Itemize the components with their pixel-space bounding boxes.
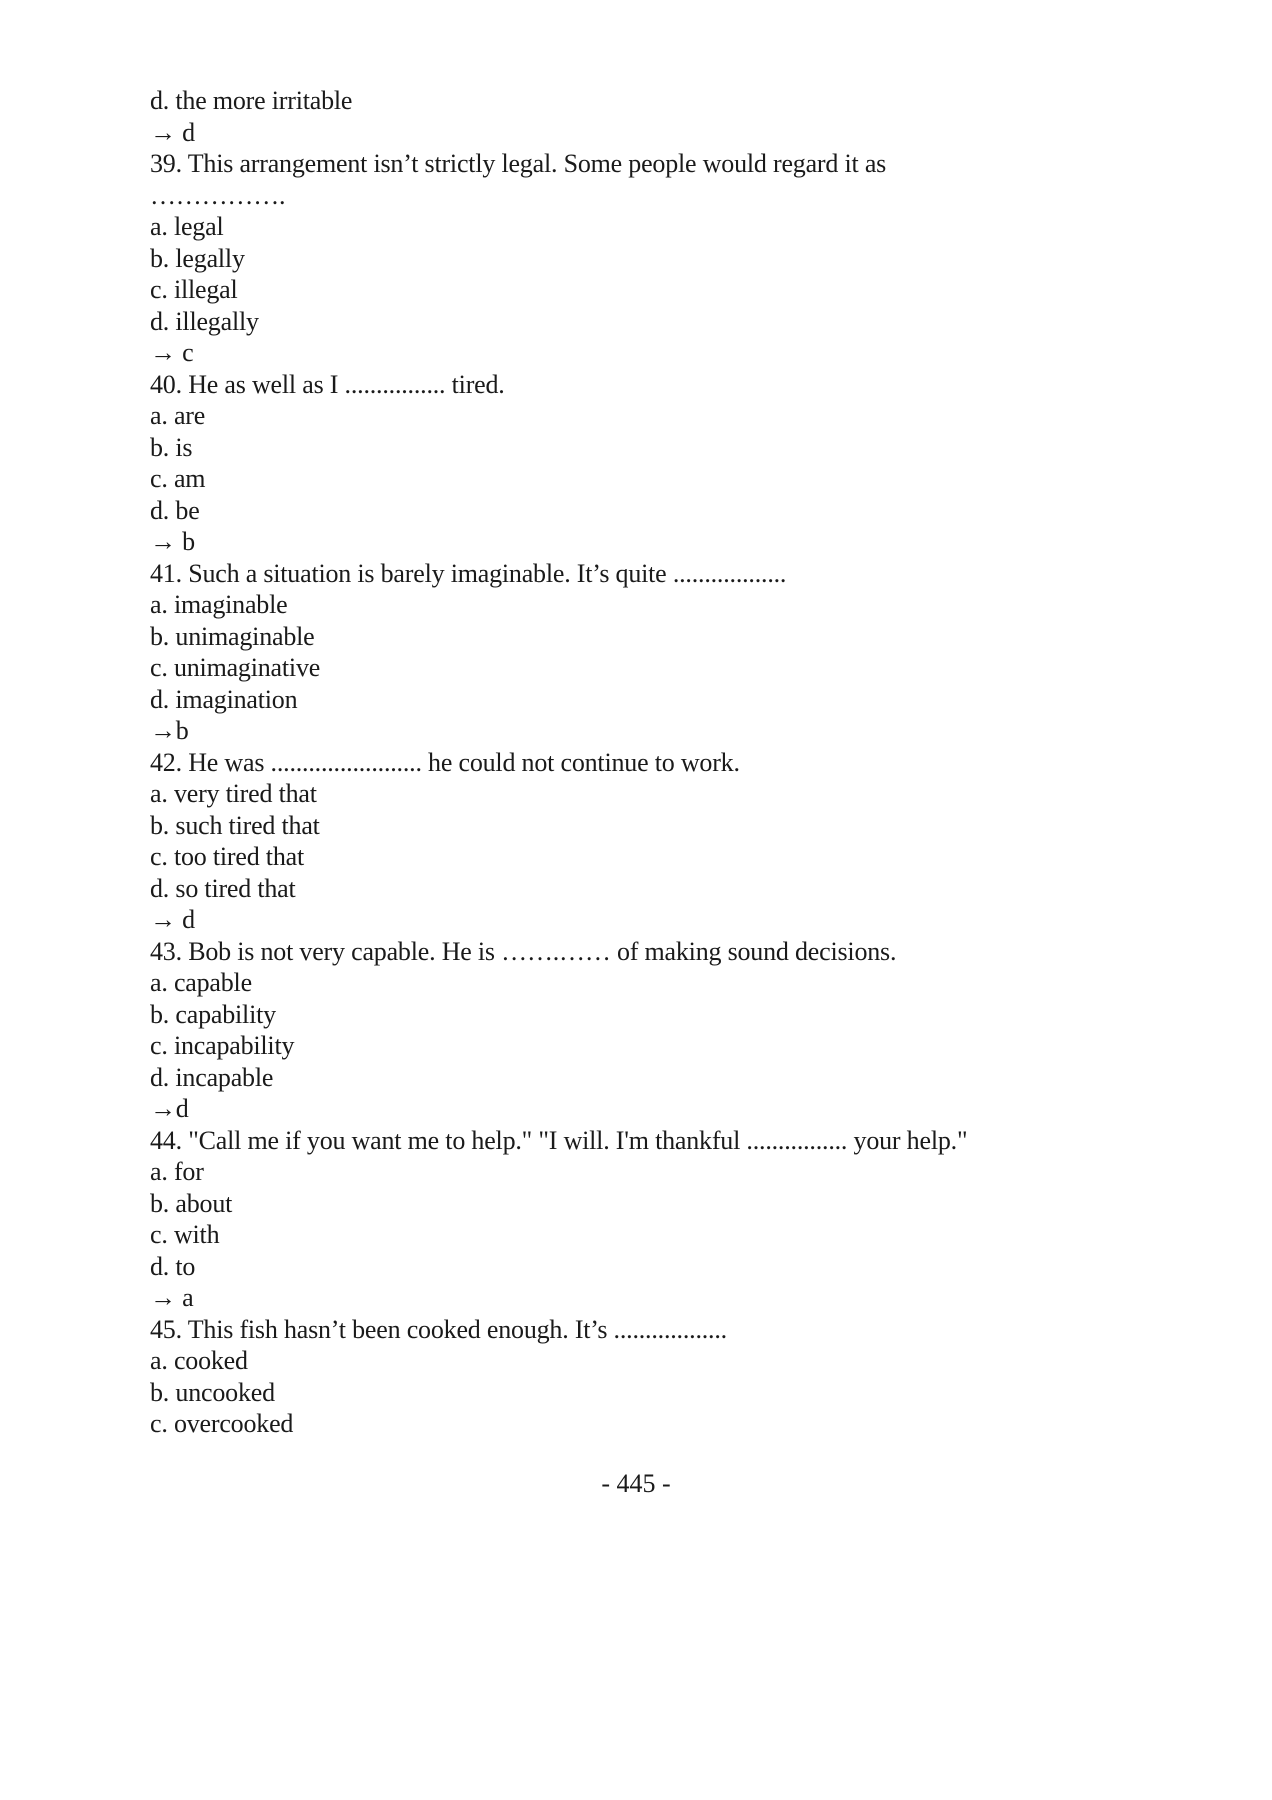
answer-key: → c — [150, 338, 194, 367]
answer-option: a. capable — [150, 968, 252, 997]
answer-option: c. overcooked — [150, 1409, 294, 1438]
answer-option: d. be — [150, 495, 200, 525]
answer-key: → d — [150, 117, 195, 147]
answer-option: b. such tired that — [150, 810, 320, 840]
answer-key: → b — [150, 527, 195, 556]
question-text: 44. "Call me if you want me to help." "I will. I'm thankful ................ your help." — [150, 1125, 968, 1155]
question-text: 42. He was ........................ he could not continue to work. — [150, 747, 740, 777]
answer-option: c. too tired that — [150, 842, 304, 871]
answer-option: d. so tired that — [150, 873, 296, 903]
question-text: 43. Bob is not very capable. He is …….…… of making sound decisions. — [150, 936, 897, 966]
answer-option: d. to — [150, 1251, 196, 1281]
page-number: - 445 - — [601, 1469, 671, 1498]
answer-option: a. cooked — [150, 1346, 248, 1375]
answer-key: →d — [150, 1094, 189, 1123]
answer-option: a. imaginable — [150, 590, 288, 619]
question-text: 39. This arrangement isn’t strictly legal. Some people would regard it as — [150, 149, 887, 178]
answer-option: d. illegally — [150, 306, 259, 336]
answer-option: c. am — [150, 464, 206, 493]
answer-option: c. with — [150, 1220, 220, 1249]
answer-option: d. imagination — [150, 684, 298, 714]
answer-option: d. the more irritable — [150, 86, 353, 115]
answer-option: a. legal — [150, 212, 224, 241]
answer-option: a. for — [150, 1157, 204, 1186]
question-blank: ……………. — [150, 180, 286, 210]
answer-option: c. incapability — [150, 1031, 295, 1060]
answer-option: b. legally — [150, 243, 245, 273]
answer-option: a. very tired that — [150, 779, 317, 808]
answer-option: b. about — [150, 1188, 233, 1218]
question-text: 45. This fish hasn’t been cooked enough. It’s .................. — [150, 1314, 727, 1344]
answer-option: c. illegal — [150, 275, 238, 304]
page-body — [150, 85, 1150, 1440]
answer-key: →b — [150, 716, 189, 745]
question-text: 41. Such a situation is barely imaginable. It’s quite .................. — [150, 558, 787, 588]
question-text: 40. He as well as I ................ tired. — [150, 369, 505, 399]
answer-option: b. capability — [150, 999, 276, 1029]
answer-option: b. unimaginable — [150, 621, 315, 651]
answer-option: a. are — [150, 401, 206, 430]
answer-option: c. unimaginative — [150, 653, 321, 682]
answer-key: → d — [150, 905, 195, 934]
answer-option: b. is — [150, 432, 193, 462]
answer-option: b. uncooked — [150, 1377, 275, 1407]
answer-key: → a — [150, 1283, 194, 1312]
answer-option: d. incapable — [150, 1062, 274, 1092]
